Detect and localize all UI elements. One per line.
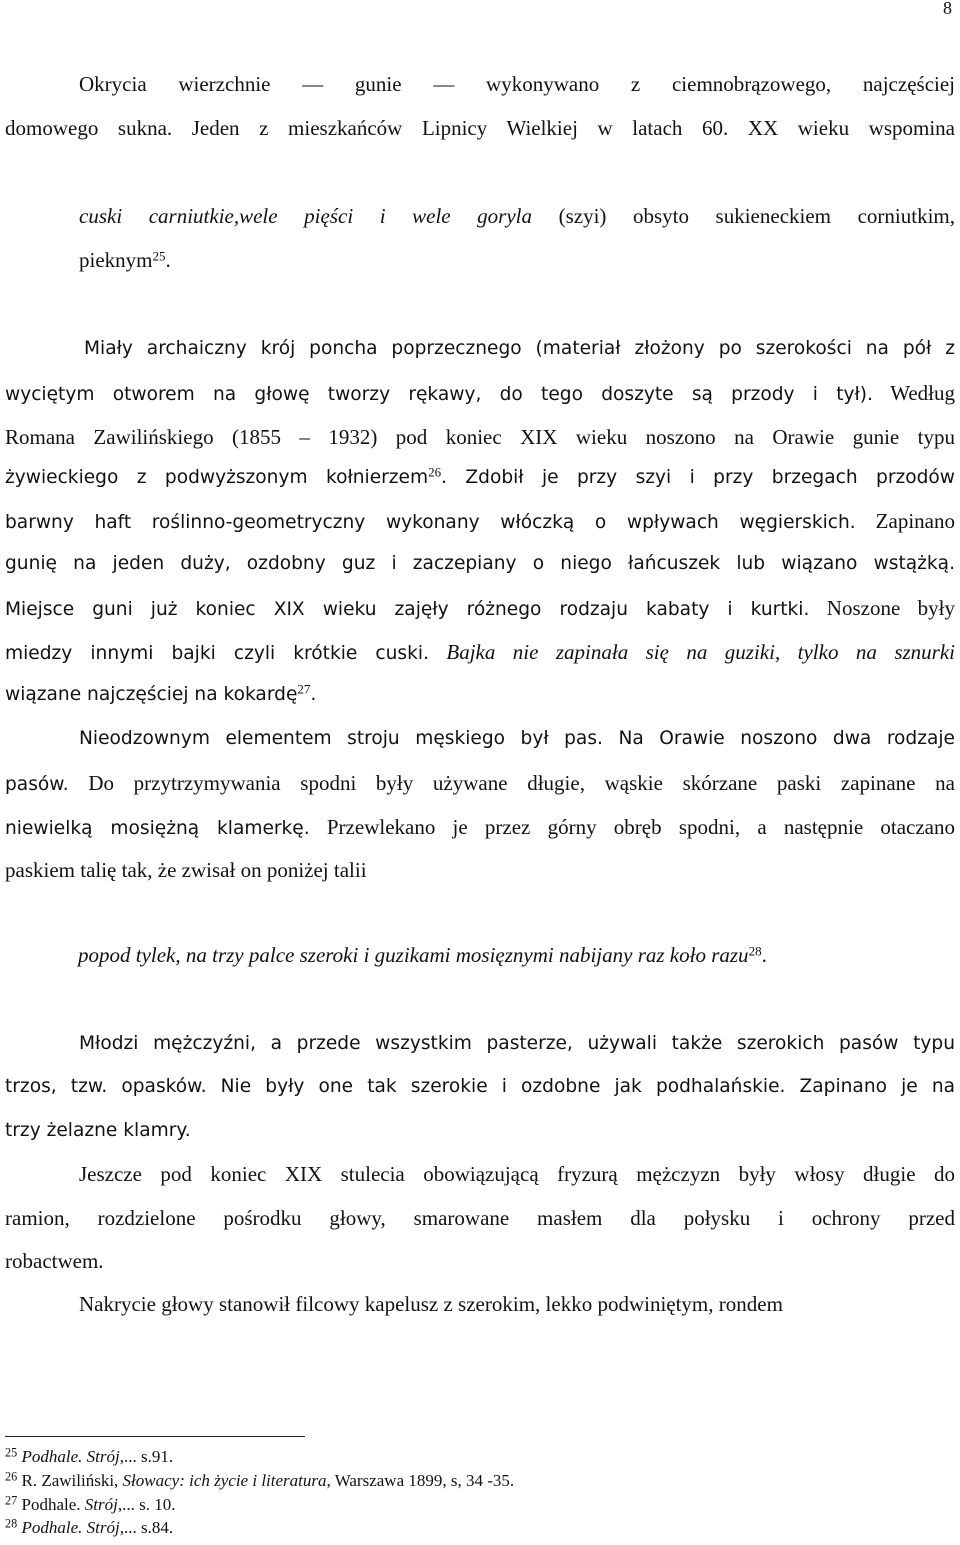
text-span: (szyi) obsyto sukieneckiem corniutkim, [532, 204, 955, 228]
page-number: 8 [943, 0, 952, 18]
text-line: Miały archaiczny krój poncha poprzecznego (materiał złożony po szerokości na pół z [84, 338, 955, 359]
text-span: . [761, 943, 767, 967]
text-span: miedzy innymi bajki czyli krótkie cuski. [5, 643, 429, 664]
text-line: trzy żelazne klamry. [5, 1120, 191, 1141]
text-line: domowego sukna. Jeden z mieszkańców Lipnicy Wielkiej w latach 60. XX wieku wspomina [5, 116, 955, 140]
text-span: Do przytrzymywania spodni były używane długie, wąskie skórzane paski zapinane na [68, 771, 955, 795]
text-span: Noszone były [809, 596, 955, 620]
footnote-number: 27 [5, 1493, 18, 1508]
footnote [5, 1471, 514, 1491]
footnote-ref: 26 [428, 464, 442, 480]
text-span: pieknym [79, 248, 153, 272]
quote-text: popod tylek, na trzy palce szeroki i guzikami mosięznymi nabijany raz koło razu [78, 943, 749, 967]
text-line [5, 640, 955, 665]
text-line: trzos, tzw. opasków. Nie były one tak szerokie i ozdobne jak podhalańskie. Zapinano je na [5, 1076, 955, 1097]
text-line: paskiem talię tak, że zwisał on poniżej talii [5, 858, 367, 882]
text-span: żywieckiego z podwyższonym kołnierzem [5, 467, 429, 488]
text-span: Według [872, 381, 955, 405]
text-span: wyciętym otworem na głowę tworzy rękawy, do tego doszyte są przody i tył). [5, 384, 873, 405]
footnote-ref: 27 [297, 681, 311, 697]
text-line: Nakrycie głowy stanowił filcowy kapelusz z szerokim, lekko podwiniętym, rondem [79, 1292, 783, 1316]
text-line [79, 204, 955, 229]
footnote [5, 1518, 173, 1538]
footnote-ref: 25 [152, 248, 166, 264]
text-span: Miejsce guni już koniec XIX wieku zajęły różnego rodzaju kabaty i kurtki. [5, 599, 810, 620]
text-span: pasów. [5, 774, 69, 795]
text-line [5, 464, 955, 488]
footnote-title: Podhale. Strój [21, 1518, 120, 1537]
text-span: Przewlekano je przez górny obręb spodni, a następnie otaczano [309, 815, 955, 839]
text-span: . Zdobił je przy szyi i przy brzegach przodów [441, 467, 955, 488]
text-line: gunię na jeden duży, ozdobny guz i zaczepiany o niego łańcuszek lub wiązano wstążką. [5, 553, 955, 574]
text-line [5, 771, 955, 796]
footnote [5, 1447, 173, 1467]
footnote-number: 25 [5, 1445, 18, 1460]
text-line [5, 815, 955, 840]
text-line [5, 509, 955, 534]
text-span: . [165, 248, 171, 272]
footnote-title: Słowacy: ich życie i literatura [122, 1471, 327, 1490]
footnote-title: Podhale. Strój [21, 1447, 120, 1466]
text-line [78, 943, 767, 968]
text-line [5, 596, 955, 621]
footnote-number: 28 [5, 1516, 18, 1531]
text-line: robactwem. [5, 1249, 104, 1273]
footnote-separator [5, 1436, 305, 1437]
footnote [5, 1495, 175, 1515]
footnote-text: R. Zawiliński, [17, 1471, 123, 1490]
text-line: Romana Zawilińskiego (1855 – 1932) pod koniec XIX wieku noszono na Orawie gunie typu [5, 425, 955, 449]
text-line: Nieodzownym elementem stroju męskiego był pas. Na Orawie noszono dwa rodzaje [79, 728, 955, 749]
text-line [5, 681, 317, 705]
footnote-text: ,... s.91. [119, 1447, 174, 1466]
text-line: Okrycia wierzchnie — gunie — wykonywano z ciemnobrązowego, najczęściej [79, 72, 955, 96]
text-span: niewielką mosiężną klamerkę. [5, 818, 310, 839]
text-line: ramion, rozdzielone pośrodku głowy, smarowane masłem dla połysku i ochrony przed [5, 1206, 955, 1230]
footnote-number: 26 [5, 1469, 18, 1484]
quote-text: Bajka nie zapinała się na guziki, tylko na sznurki [428, 640, 955, 664]
quote-text: cuski carniutkie,wele pięści i wele goryla [79, 204, 533, 228]
footnote-title: Strój [84, 1495, 118, 1514]
text-line [79, 248, 171, 273]
footnote-text: ,... s. 10. [117, 1495, 176, 1514]
text-span: barwny haft roślinno-geometryczny wykonany włóczką o wpływach węgierskich. [5, 512, 856, 533]
text-line [5, 381, 955, 406]
text-line: Jeszcze pod koniec XIX stulecia obowiązującą fryzurą mężczyzn były włosy długie do [79, 1162, 955, 1186]
text-line: Młodzi mężczyźni, a przede wszystkim pasterze, używali także szerokich pasów typu [79, 1033, 955, 1054]
text-span: Zapinano [855, 509, 955, 533]
footnote-text: ,... s.84. [119, 1518, 174, 1537]
footnote-text: Podhale. [17, 1495, 85, 1514]
footnote-text: , Warszawa 1899, s, 34 -35. [326, 1471, 515, 1490]
text-span: . [310, 684, 317, 705]
footnote-ref: 28 [748, 943, 762, 959]
text-span: wiązane najczęściej na kokardę [5, 684, 298, 705]
